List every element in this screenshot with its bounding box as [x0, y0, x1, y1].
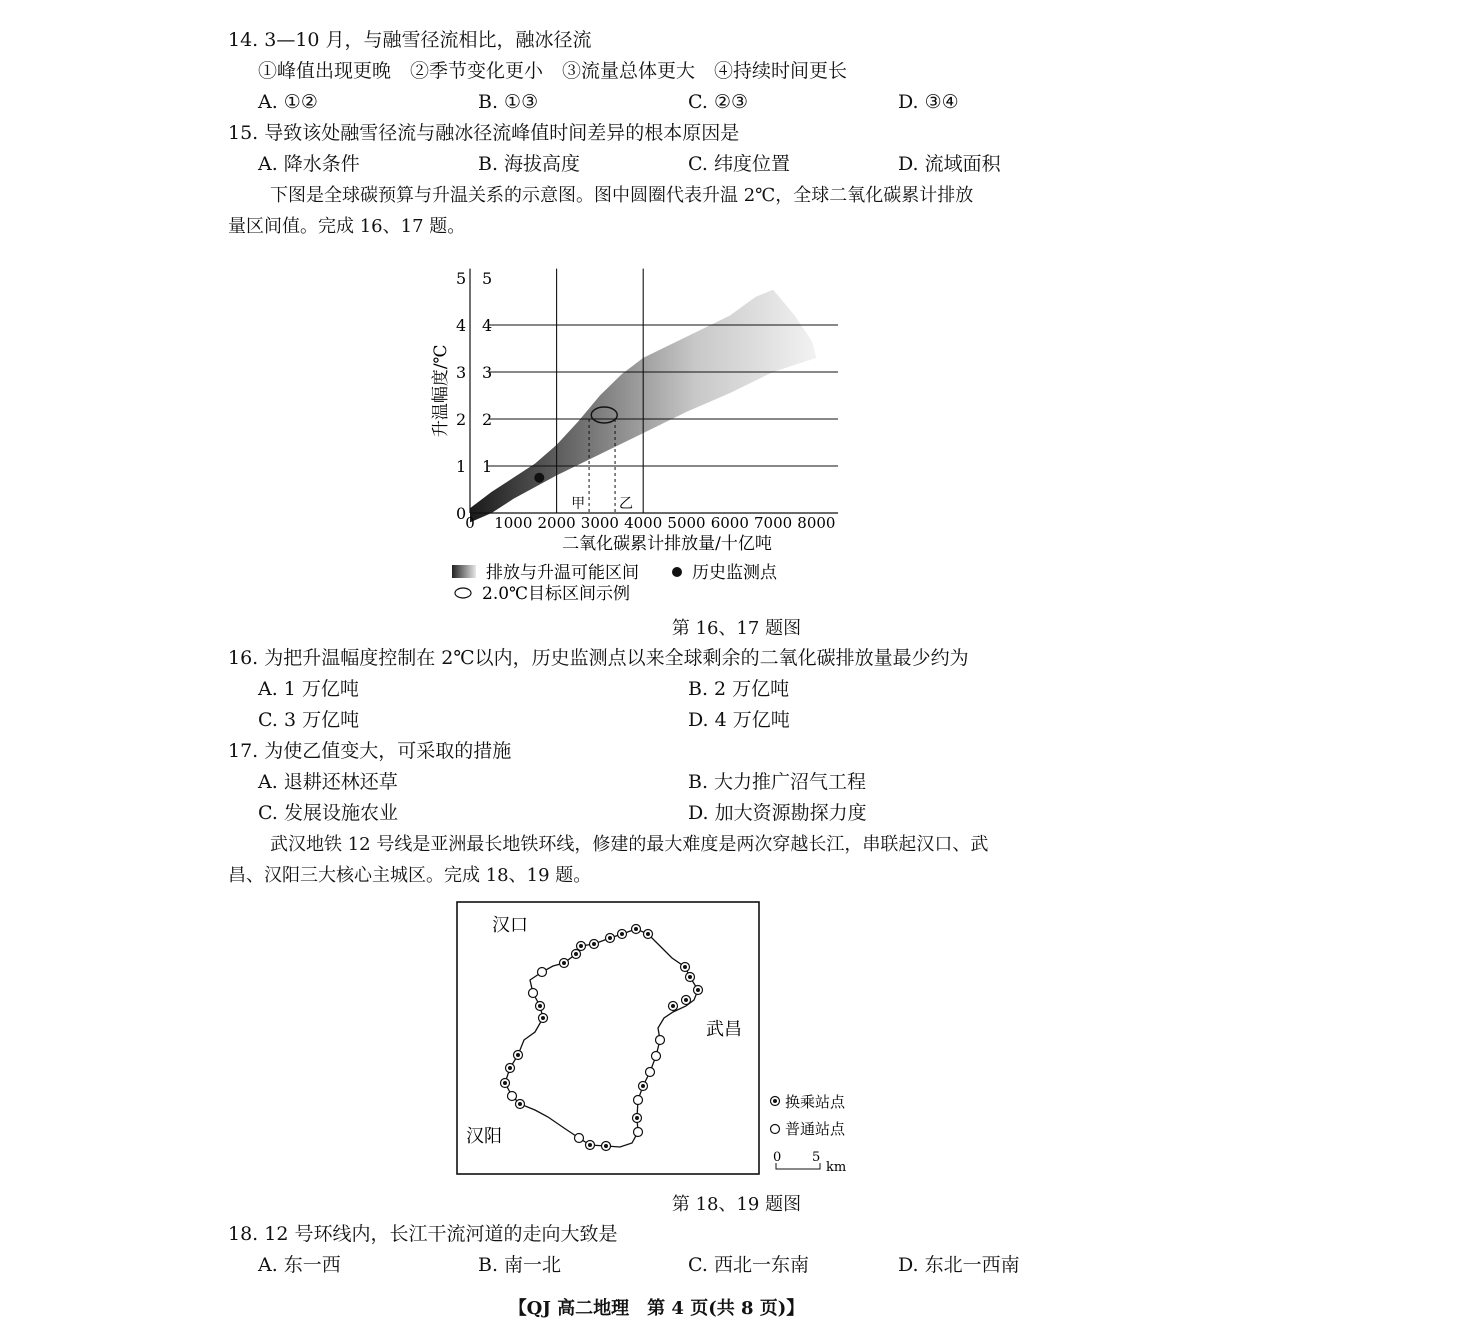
q16-option-b[interactable]: B. 2 万亿吨: [688, 678, 790, 700]
intro-18-19-line2: 昌、汉阳三大核心主城区。完成 18、19 题。: [228, 865, 592, 886]
q18-option-c[interactable]: C. 西北一东南: [688, 1254, 809, 1276]
label-hankou: 汉口: [492, 915, 528, 936]
q17-option-b[interactable]: B. 大力推广沼气工程: [688, 771, 867, 793]
historical-monitoring-point: [534, 473, 544, 483]
q17-option-a[interactable]: A. 退耕还林还草: [258, 771, 398, 793]
q18-option-b[interactable]: B. 南一北: [478, 1254, 562, 1276]
intro-16-17-line2: 量区间值。完成 16、17 题。: [228, 216, 466, 237]
page-footer: 【QJ 高二地理 第 4 页(共 8 页)】: [508, 1298, 805, 1319]
legend-transfer-label: 换乘站点: [785, 1093, 846, 1111]
q17-stem: 17. 为使乙值变大，可采取的措施: [228, 740, 512, 762]
label-hanyang: 汉阳: [466, 1126, 502, 1147]
x-tick-label-6000: 6000: [710, 514, 749, 532]
x-tick-label-7000: 7000: [754, 514, 793, 532]
y-axis-label: 升温幅度/℃: [431, 344, 451, 438]
y-tick-inner-label-3: 3: [482, 363, 493, 382]
intro-18-19-line1: 武汉地铁 12 号线是亚洲最长地铁环线，修建的最大难度是两次穿越长江，串联起汉口、武: [270, 834, 989, 855]
x-tick-label-5000: 5000: [667, 514, 706, 532]
q14-items: ①峰值出现更晚 ②季节变化更小 ③流量总体更大 ④持续时间更长: [258, 60, 848, 82]
q18-stem: 18. 12 号环线内，长江干流河道的走向大致是: [228, 1223, 618, 1245]
q18-option-a[interactable]: A. 东一西: [258, 1254, 341, 1276]
y-tick-inner-label-5: 5: [482, 269, 493, 288]
q16-option-d[interactable]: D. 4 万亿吨: [688, 709, 790, 731]
y-tick-inner-label-1: 1: [482, 457, 493, 476]
x-tick-label-2000: 2000: [537, 514, 576, 532]
x-tick-label-3000: 3000: [580, 514, 619, 532]
q14-option-c[interactable]: C. ②③: [688, 91, 749, 113]
scale-label-5: 5: [812, 1150, 821, 1165]
x-tick-label-8000: 8000: [797, 514, 836, 532]
y-tick-label-2: 2: [456, 410, 467, 429]
y-tick-label-0: 0: [456, 504, 467, 523]
q17-option-c[interactable]: C. 发展设施农业: [258, 802, 398, 824]
label-wuchang: 武昌: [706, 1019, 742, 1040]
q15-option-c[interactable]: C. 纬度位置: [688, 153, 790, 175]
y-tick-inner-label-2: 2: [482, 410, 493, 429]
x-tick-label-4000: 4000: [624, 514, 663, 532]
y-tick-inner-label-4: 4: [482, 316, 493, 335]
figure-16-17-caption: 第 16、17 题图: [671, 618, 802, 639]
y-tick-label-1: 1: [456, 457, 467, 476]
legend-band-label: 排放与升温可能区间: [486, 563, 639, 583]
y-tick-label-4: 4: [456, 316, 467, 335]
q15-option-a[interactable]: A. 降水条件: [258, 153, 360, 175]
q16-option-c[interactable]: C. 3 万亿吨: [258, 709, 360, 731]
y-tick-label-5: 5: [456, 269, 467, 288]
legend-point-label: 历史监测点: [692, 563, 777, 583]
scale-label-0: 0: [773, 1150, 782, 1165]
q15-stem: 15. 导致该处融雪径流与融冰径流峰值时间差异的根本原因是: [228, 122, 740, 144]
legend-band-swatch: [452, 565, 476, 578]
q14-option-d[interactable]: D. ③④: [898, 91, 959, 113]
legend-ellipse-swatch: [455, 588, 471, 598]
x-tick-label-1000: 1000: [494, 514, 533, 532]
q14-option-a[interactable]: A. ①②: [258, 91, 318, 113]
q18-option-d[interactable]: D. 东北一西南: [898, 1254, 1020, 1276]
q14-option-b[interactable]: B. ①③: [478, 91, 539, 113]
x-tick-label-0: 0: [465, 514, 475, 532]
q16-stem: 16. 为把升温幅度控制在 2℃以内，历史监测点以来全球剩余的二氧化碳排放量最少约为: [228, 647, 969, 669]
scale-unit: km: [826, 1160, 847, 1175]
x-axis-label: 二氧化碳累计排放量/十亿吨: [562, 534, 772, 554]
y-tick-label-3: 3: [456, 363, 467, 382]
q15-option-b[interactable]: B. 海拔高度: [478, 153, 581, 175]
q14-stem: 14. 3—10 月，与融雪径流相比，融冰径流: [228, 29, 592, 51]
label-jia: 甲: [571, 496, 586, 512]
legend-ellipse-label: 2.0℃目标区间示例: [482, 584, 631, 604]
intro-16-17-line1: 下图是全球碳预算与升温关系的示意图。图中圆圈代表升温 2℃，全球二氧化碳累计排放: [270, 185, 974, 206]
legend-point-swatch: [672, 567, 682, 577]
legend-normal-label: 普通站点: [785, 1120, 846, 1138]
q15-option-d[interactable]: D. 流域面积: [898, 153, 1001, 175]
figure-18-19-caption: 第 18、19 题图: [671, 1194, 802, 1215]
label-yi: 乙: [619, 496, 634, 512]
q16-option-a[interactable]: A. 1 万亿吨: [258, 678, 359, 700]
q17-option-d[interactable]: D. 加大资源勘探力度: [688, 802, 867, 824]
